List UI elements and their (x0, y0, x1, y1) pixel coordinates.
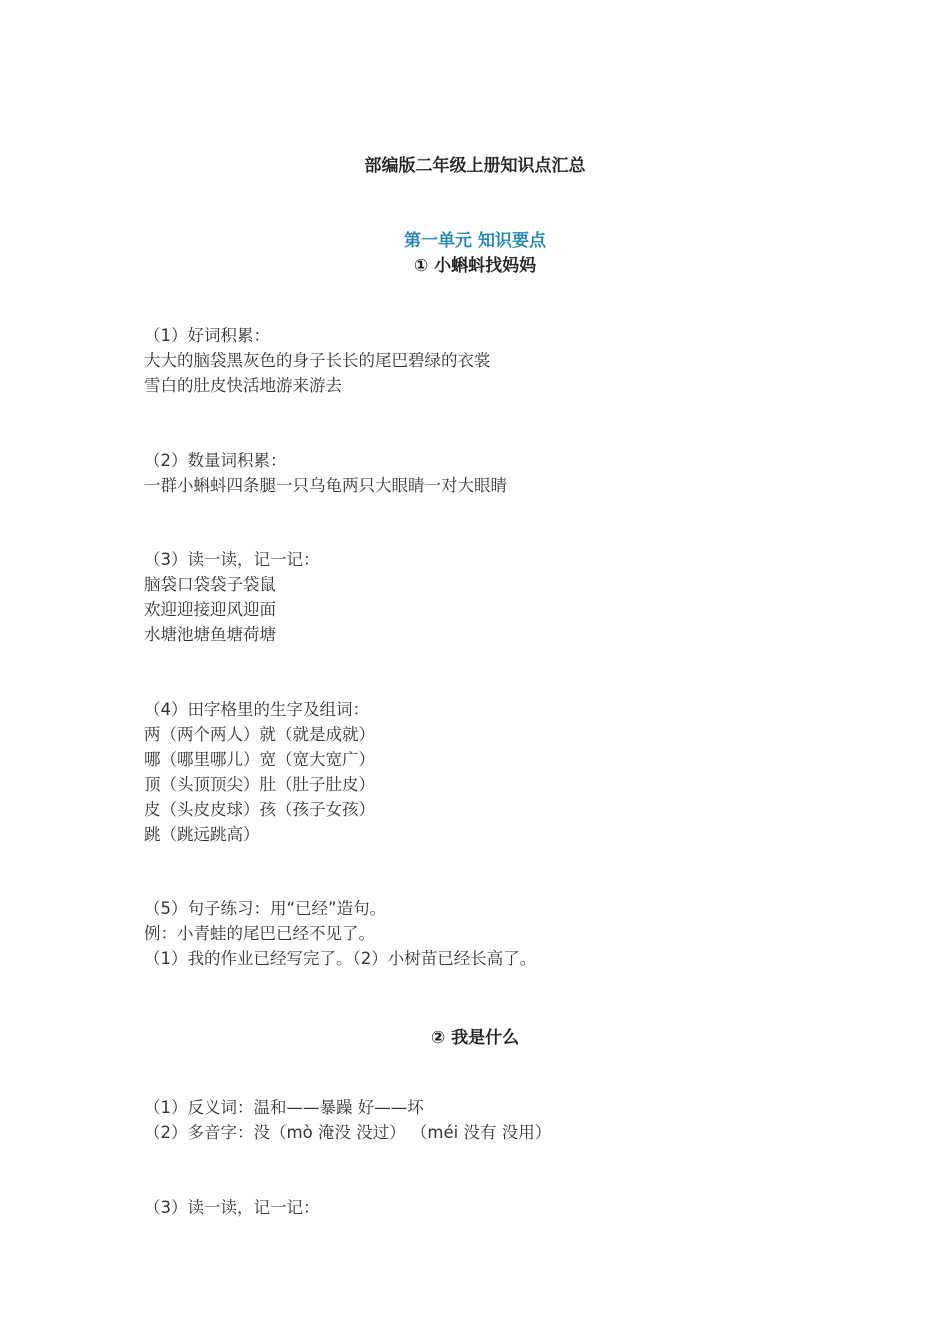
lesson-heading-2: ② 我是什么 (430, 1028, 520, 1048)
section-sentence-practice (144, 896, 844, 971)
text-line: 例：小青蛙的尾巴已经不见了。 (144, 924, 375, 943)
section-heading: （5）句子练习：用“已经”造句。 (144, 899, 387, 918)
document-title: 部编版二年级上册知识点汇总 (364, 156, 586, 176)
section-antonyms-polyphones (144, 1095, 844, 1145)
text-line: （2）多音字：没（mò 淹没 没过） （méi 没有 没用） (144, 1123, 552, 1142)
text-line: 大大的脑袋黑灰色的身子长长的尾巴碧绿的衣裳 (144, 351, 491, 370)
unit-heading: 第一单元 知识要点 (404, 231, 546, 251)
section-heading: （3）读一读，记一记： (144, 550, 320, 569)
section-heading: （4）田字格里的生字及组词： (144, 700, 369, 719)
section-heading: （3）读一读，记一记： (144, 1198, 320, 1217)
text-line: 脑袋口袋袋子袋鼠 (144, 575, 276, 594)
text-line: 顶（头顶顶尖）肚（肚子肚皮） (144, 775, 375, 794)
text-line: （1）我的作业已经写完了。（2）小树苗已经长高了。 (144, 949, 537, 968)
text-line: 跳（跳远跳高） (144, 825, 260, 844)
text-line: 哪（哪里哪儿）宽（宽大宽广） (144, 750, 375, 769)
text-line: 水塘池塘鱼塘荷塘 (144, 625, 276, 644)
section-read-and-remember-2 (144, 1195, 844, 1220)
text-line: 欢迎迎接迎风迎面 (144, 600, 276, 619)
text-line: （1）反义词：温和——暴躁 好——坏 (144, 1098, 424, 1117)
section-good-words (144, 323, 844, 398)
section-read-and-remember (144, 547, 844, 647)
section-heading: （2）数量词积累： (144, 451, 287, 470)
text-line: 皮（头皮皮球）孩（孩子女孩） (144, 800, 375, 819)
section-heading: （1）好词积累： (144, 326, 270, 345)
text-line: 两（两个两人）就（就是成就） (144, 725, 375, 744)
lesson-heading-1: ① 小蝌蚪找妈妈 (413, 256, 537, 276)
section-quantifiers (144, 448, 844, 498)
section-new-characters (144, 697, 844, 847)
text-line: 雪白的肚皮快活地游来游去 (144, 376, 342, 395)
text-line: 一群小蝌蚪四条腿一只乌龟两只大眼睛一对大眼睛 (144, 476, 507, 495)
